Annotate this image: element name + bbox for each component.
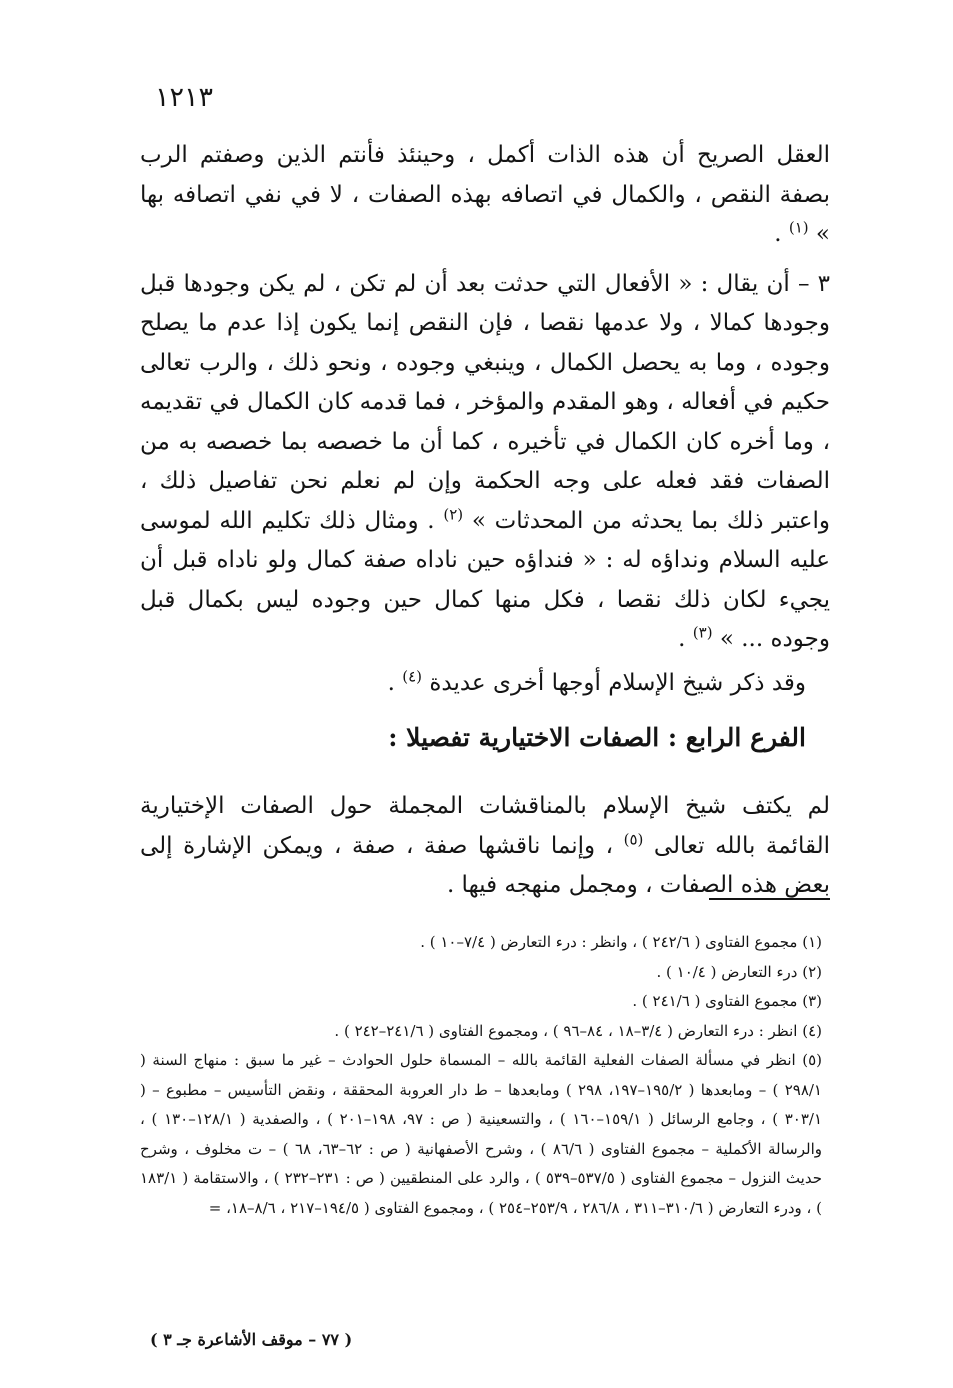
footnote-ref-5: (٥) bbox=[623, 829, 644, 848]
footnote-ref-2: (٢) bbox=[443, 504, 464, 523]
page-footer: ( ٧٧ – موقف الأشاعرة جـ ٣ ) bbox=[150, 1330, 353, 1349]
footnote-ref-4: (٤) bbox=[402, 666, 423, 685]
paragraph-3-text: وقد ذكر شيخ الإسلام أوجها أخرى عديدة bbox=[429, 669, 806, 696]
footnotes bbox=[140, 928, 840, 1223]
paragraph-1-text: العقل الصريح أن هذه الذات أكمل ، وحينئذ فأنتم الذين وصفتم الرب بصفة النقص ، والكمال في اتصافه بهذه الصفات ، لا في نفي اتصافه بها » bbox=[140, 142, 830, 247]
footnote-ref-1: (١) bbox=[788, 218, 809, 237]
paragraph-4 bbox=[140, 787, 830, 906]
footnote-divider bbox=[709, 898, 830, 900]
footnote-2: (٢) درء التعارض ( ١٠/٤ ) . bbox=[656, 962, 822, 981]
paragraph-1-end: . bbox=[774, 221, 789, 247]
paragraph-4-text-b: ، وإنما ناقشها صفة ، صفة ، ويمكن الإشارة إلى بعض هذه الصفات ، ومجمل منهجه فيها . bbox=[140, 832, 830, 898]
paragraph-2-text-a: ٣ – أن يقال : « الأفعال التي حدثت بعد أن لم تكن ، لم يكن وجودها قبل وجودها كمالا ، ولا عدمها نقصا ، فإن النقص إنما يكون إذا عدم ما يصلح وجوده ، وما به يحصل الكمال ، وينبغي وجوده ، ونحو ذلك ، والرب تعالى حكيم في أفعاله ، وهو المقدم والمؤخر ، فما قدمه كان الكمال في تقديمه ، وما أخره كان الكمال في تأخيره ، كما أن ما خصصه بما خصصه به من الصفات فقد فعله على وجه الحكمة وإن لم نعلم نحن تفاصيل ذلك ، واعتبر ذلك بما يحدثه من المحدثات » bbox=[140, 270, 830, 534]
paragraph-2-text-b: . ومثال ذلك تكليم الله لموسى عليه السلام ونداؤه له : « فنداؤه حين ناداه صفة كمال ولو ناداه قبل أن يجيء لكان ذلك نقصا ، فكل منها كمال حين وجوده ليس بكمال قبل وجوده ... » bbox=[140, 507, 830, 652]
paragraph-4-text-a: لم يكتف شيخ الإسلام بالمناقشات المجملة حول الصفات الإختيارية القائمة بالله تعالى bbox=[140, 793, 830, 859]
paragraph-2-end: . bbox=[678, 626, 693, 652]
footnote-3: (٣) مجموع الفتاوى ( ٢٤١/٦ ) . bbox=[632, 992, 822, 1010]
page-number: ١٢١٣ bbox=[155, 82, 214, 113]
paragraph-2 bbox=[140, 265, 830, 660]
paragraph-1 bbox=[140, 136, 830, 255]
paragraph-3-end: . bbox=[387, 669, 403, 696]
paragraph-3 bbox=[140, 664, 830, 704]
footnote-5: (٥) انظر في مسألة الصفات الفعلية القائمة بالله – المسماة حلول الحوادث – غير ما سبق : منهاج السنة ( ٢٩٨/١ ) – ومابعدها ( ١٩٥/٢–١٩٧، ٢٩٨ ) ومابعدها – ط دار العروبة المحققة ، ونقض التأسيس – مطبوع – ( ٣٠٣/١ ) ، وجامع الرسائل ( ١٥٩/١–١٦٠ ) ، والتسعينية ( ص : ٩٧، ١٩٨–٢٠١ ) ، والصفدية ( ١٢٨/١–١٣٠ ) ، والرسالة الأكملية – مجموع الفتاوى ( ٨٦/٦ ) ، وشرح الأصفهانية ( ص : ٦٢–٦٣، ٦٨ ) – ت مخلوف ، وشرح حديث النزول – مجموع الفتاوى ( ٥٣٧/٥–٥٣٩ ) ، والرد على المنطقيين ( ص : ٢٣١–٢٣٢ ) ، والاستقامة ( ١٨٣/١ ) ، ودرء التعارض ( ٣١٠/٦–٣١١ ، ٢٨٦/٨ ، ٢٥٣/٩–٢٥٤ ) ، ومجموع الفتاوى ( ١٩٤/٥–٢١٧ ، ٨/٦–١٨، = bbox=[140, 1051, 823, 1217]
footnote-4: (٤) انظر : درء التعارض ( ٣/٤–١٨ ، ٨٤–٩٦ ) ، ومجموع الفتاوى ( ٢٤١/٦–٢٤٢ ) . bbox=[334, 1021, 822, 1040]
footnote-1: (١) مجموع الفتاوى ( ٢٤٢/٦ ) ، وانظر : درء التعارض ( ٧/٤–١٠ ) . bbox=[420, 933, 822, 951]
main-text bbox=[140, 136, 830, 906]
footnote-ref-3: (٣) bbox=[692, 623, 713, 642]
section-heading: الفرع الرابع : الصفات الاختيارية تفصيلا : bbox=[388, 723, 806, 752]
